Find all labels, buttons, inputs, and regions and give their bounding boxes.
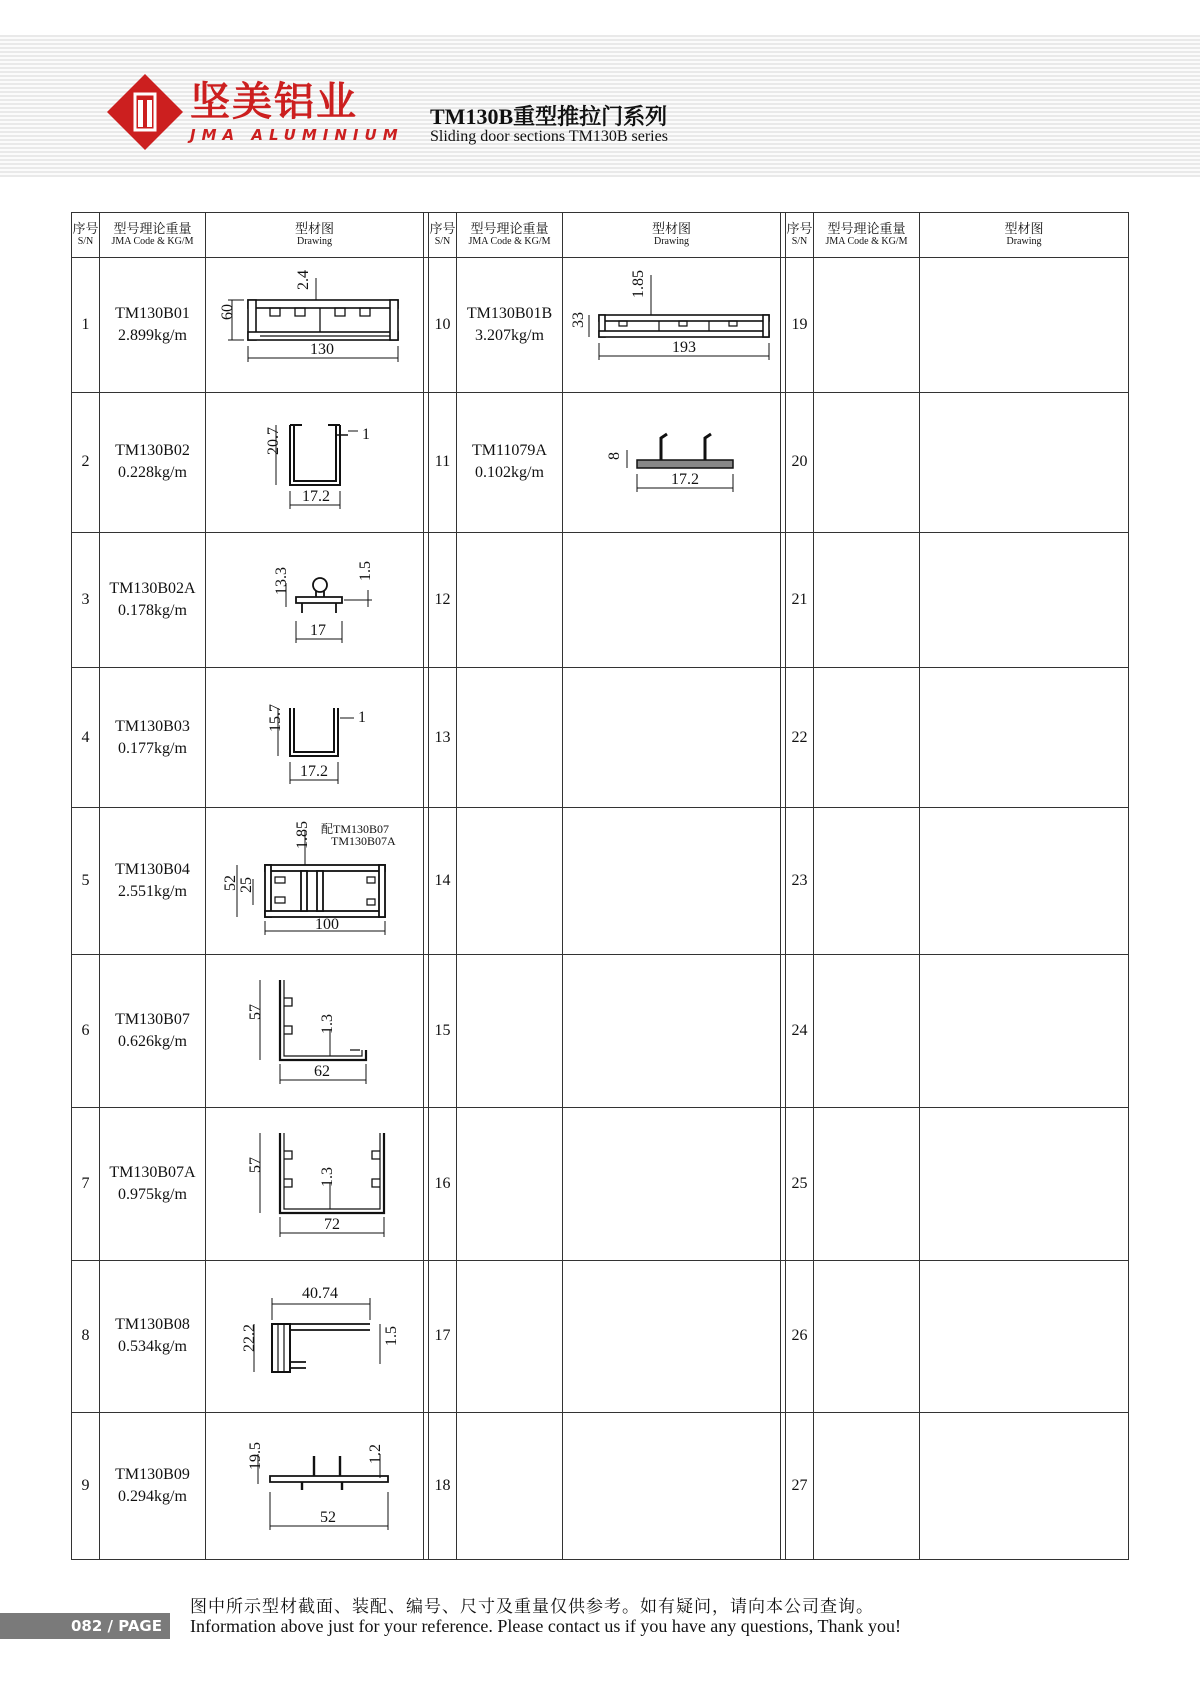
note-label: 配TM130B07	[320, 822, 389, 837]
dim-label: 13.3	[272, 566, 290, 595]
code-cell	[457, 258, 563, 393]
drawing-cell	[206, 533, 424, 668]
dim-label: 22.2	[240, 1323, 258, 1352]
profile-code: TM130B09	[115, 1466, 190, 1484]
drawing-cell-empty	[563, 1413, 781, 1560]
drawing-cell-empty	[563, 667, 781, 808]
dim-label: 60	[218, 303, 236, 320]
sn-cell: 16	[429, 1107, 457, 1260]
code-cell	[100, 955, 206, 1108]
code-cell-empty	[814, 1413, 920, 1560]
profile-code: TM130B07	[115, 1010, 190, 1028]
profile-weight: 2.551kg/m	[118, 883, 187, 901]
profile-weight: 2.899kg/m	[118, 326, 187, 344]
page-number: 082 / PAGE	[0, 1613, 170, 1639]
dim-label: 17	[309, 621, 326, 639]
dim-label: 52	[221, 875, 239, 892]
drawing-cell	[206, 1260, 424, 1413]
dim-label: 33	[570, 311, 587, 328]
code-cell-empty	[814, 1107, 920, 1260]
jma-logo-icon	[105, 72, 185, 152]
dim-label: 1.3	[318, 1167, 336, 1188]
drawing-cell-empty	[563, 808, 781, 955]
profile-drawing-tm130b09	[230, 1426, 400, 1546]
drawing-cell	[563, 258, 781, 393]
dim-label: 1.2	[366, 1444, 384, 1465]
drawing-cell-empty	[920, 1260, 1129, 1413]
profile-drawing-tm130b07	[230, 968, 400, 1093]
profile-weight: 0.534kg/m	[118, 1338, 187, 1356]
profile-drawing-tm130b07a	[230, 1121, 400, 1246]
table-row	[72, 1107, 1129, 1260]
profile-weight: 0.177kg/m	[118, 739, 187, 757]
sn-cell: 2	[72, 392, 100, 533]
dim-label: 1.3	[318, 1014, 336, 1035]
dim-label: 52	[319, 1509, 336, 1527]
sn-cell: 17	[429, 1260, 457, 1413]
code-cell	[100, 808, 206, 955]
profile-code: TM130B03	[115, 717, 190, 735]
sn-cell: 13	[429, 667, 457, 808]
profile-drawing-tm130b08	[230, 1274, 400, 1399]
drawing-cell-empty	[920, 667, 1129, 808]
dim-label: 40.74	[301, 1284, 338, 1302]
table-row	[72, 258, 1129, 393]
dim-label: 57	[246, 1004, 264, 1021]
drawing-cell-empty	[563, 533, 781, 668]
drawing-cell-empty	[920, 533, 1129, 668]
sn-cell: 15	[429, 955, 457, 1108]
page-title-cn: TM130B重型推拉门系列	[430, 104, 668, 129]
brand-name-cn: 坚美铝业	[190, 79, 358, 125]
sn-cell: 10	[429, 258, 457, 393]
sn-cell: 21	[786, 533, 814, 668]
profile-code: TM130B08	[115, 1316, 190, 1334]
brand-name-en: JMA ALUMINIUM	[190, 126, 404, 144]
profile-code: TM130B02	[115, 442, 190, 460]
code-cell-empty	[814, 955, 920, 1108]
dim-label: 57	[246, 1157, 264, 1174]
drawing-cell	[206, 1413, 424, 1560]
dim-label: 1.85	[630, 269, 647, 298]
code-cell	[100, 533, 206, 668]
code-cell-empty	[814, 392, 920, 533]
dim-label: 62	[313, 1063, 330, 1081]
sn-cell: 25	[786, 1107, 814, 1260]
code-cell-empty	[457, 1107, 563, 1260]
drawing-cell-empty	[920, 1107, 1129, 1260]
table-row	[72, 392, 1129, 533]
profile-drawing-tm130b01b	[569, 270, 774, 380]
dim-label: 130	[309, 340, 334, 358]
code-cell-empty	[457, 1260, 563, 1413]
header-sn: 序号 S/N	[786, 213, 814, 258]
code-cell	[100, 1413, 206, 1560]
code-cell-empty	[814, 533, 920, 668]
footer-note-cn: 图中所示型材截面、装配、编号、尺寸及重量仅供参考。如有疑问，请向本公司查询。	[190, 1597, 874, 1617]
sn-cell: 14	[429, 808, 457, 955]
table-row	[72, 808, 1129, 955]
dim-label: 193	[672, 338, 696, 356]
dim-label: 17.2	[670, 471, 699, 489]
sn-cell: 18	[429, 1413, 457, 1560]
header-code: 型号理论重量 JMA Code & KG/M	[457, 213, 563, 258]
dim-label: 1	[357, 709, 366, 727]
code-cell-empty	[814, 258, 920, 393]
header-code: 型号理论重量 JMA Code & KG/M	[100, 213, 206, 258]
profile-code: TM130B02A	[109, 579, 196, 597]
header-code: 型号理论重量 JMA Code & KG/M	[814, 213, 920, 258]
profile-weight: 0.975kg/m	[118, 1185, 187, 1203]
sn-cell: 9	[72, 1413, 100, 1560]
dim-label: 15.7	[266, 704, 284, 733]
drawing-cell-empty	[563, 955, 781, 1108]
drawing-cell	[206, 258, 424, 393]
code-cell-empty	[457, 955, 563, 1108]
dim-label: 2.4	[294, 269, 312, 290]
profile-drawing-tm130b03	[240, 680, 390, 795]
header-sn: 序号 S/N	[429, 213, 457, 258]
dim-label: 25	[237, 877, 255, 894]
table-row	[72, 1413, 1129, 1560]
drawing-cell	[563, 392, 781, 533]
sn-cell: 22	[786, 667, 814, 808]
drawing-cell	[206, 392, 424, 533]
code-cell-empty	[814, 667, 920, 808]
drawing-cell-empty	[920, 258, 1129, 393]
dim-label: 72	[323, 1216, 340, 1234]
dim-label: 17.2	[301, 487, 330, 505]
sn-cell: 4	[72, 667, 100, 808]
dim-label: 17.2	[299, 763, 328, 781]
drawing-cell-empty	[563, 1260, 781, 1413]
code-cell-empty	[457, 808, 563, 955]
profile-weight: 3.207kg/m	[475, 326, 544, 344]
code-cell	[100, 667, 206, 808]
dim-label: 1	[361, 425, 370, 443]
sn-cell: 20	[786, 392, 814, 533]
dim-label: 1.5	[356, 560, 374, 581]
code-cell	[100, 1260, 206, 1413]
sn-cell: 7	[72, 1107, 100, 1260]
header-sn: 序号 S/N	[72, 213, 100, 258]
dim-label: 20.7	[264, 426, 282, 455]
header-drawing: 型材图 Drawing	[563, 213, 781, 258]
profile-weight: 0.294kg/m	[118, 1488, 187, 1506]
profile-weight: 0.178kg/m	[118, 601, 187, 619]
profile-weight: 0.626kg/m	[118, 1032, 187, 1050]
code-cell-empty	[457, 533, 563, 668]
profile-drawing-tm130b04	[215, 821, 415, 941]
drawing-cell-empty	[920, 955, 1129, 1108]
profile-drawing-tm130b02a	[240, 545, 390, 655]
table-row	[72, 955, 1129, 1108]
profile-code: TM130B01B	[466, 304, 553, 322]
profile-weight: 0.228kg/m	[118, 464, 187, 482]
table-row	[72, 667, 1129, 808]
dim-label: 8	[605, 452, 623, 461]
drawing-cell-empty	[920, 1413, 1129, 1560]
profile-code: TM130B01	[115, 304, 190, 322]
code-cell-empty	[457, 1413, 563, 1560]
sn-cell: 8	[72, 1260, 100, 1413]
page-title-en: Sliding door sections TM130B series	[430, 128, 668, 145]
sn-cell: 23	[786, 808, 814, 955]
code-cell-empty	[814, 1260, 920, 1413]
sn-cell: 6	[72, 955, 100, 1108]
sn-cell: 27	[786, 1413, 814, 1560]
sn-cell: 24	[786, 955, 814, 1108]
profile-drawing-tm130b01	[220, 270, 410, 380]
dim-label: 100	[314, 916, 339, 934]
profile-drawing-tm11079a	[597, 412, 747, 512]
table-row	[72, 1260, 1129, 1413]
code-cell-empty	[814, 808, 920, 955]
sn-cell: 26	[786, 1260, 814, 1413]
header-drawing: 型材图 Drawing	[920, 213, 1129, 258]
header-drawing: 型材图 Drawing	[206, 213, 424, 258]
sections-table	[71, 212, 1129, 1560]
drawing-cell	[206, 808, 424, 955]
footer-note-en: Information above just for your reference. Please contact us if you have any questions, Thank you!	[190, 1616, 901, 1636]
dim-label: 1.85	[293, 821, 311, 850]
table-row	[72, 533, 1129, 668]
drawing-cell-empty	[920, 808, 1129, 955]
profile-drawing-tm130b02	[240, 405, 390, 520]
code-cell	[457, 392, 563, 533]
drawing-cell	[206, 667, 424, 808]
note-label: TM130B07A	[330, 834, 396, 849]
code-cell-empty	[457, 667, 563, 808]
drawing-cell-empty	[563, 1107, 781, 1260]
code-cell	[100, 258, 206, 393]
sn-cell: 12	[429, 533, 457, 668]
sn-cell: 5	[72, 808, 100, 955]
profile-code: TM130B04	[115, 861, 190, 879]
table-header-row	[72, 213, 1129, 258]
sn-cell: 3	[72, 533, 100, 668]
drawing-cell-empty	[920, 392, 1129, 533]
dim-label: 19.5	[246, 1442, 264, 1471]
code-cell	[100, 1107, 206, 1260]
drawing-cell	[206, 1107, 424, 1260]
profile-code: TM11079A	[472, 442, 547, 460]
code-cell	[100, 392, 206, 533]
sn-cell: 11	[429, 392, 457, 533]
profile-weight: 0.102kg/m	[475, 464, 544, 482]
sn-cell: 19	[786, 258, 814, 393]
sn-cell: 1	[72, 258, 100, 393]
drawing-cell	[206, 955, 424, 1108]
profile-code: TM130B07A	[109, 1163, 196, 1181]
dim-label: 1.5	[382, 1325, 400, 1346]
